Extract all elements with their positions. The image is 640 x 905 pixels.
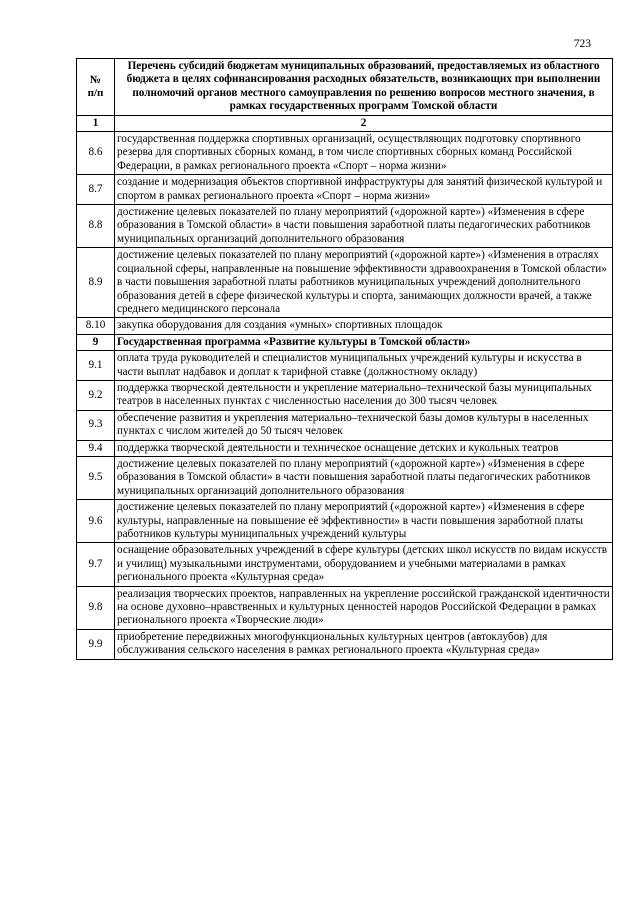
row-description: достижение целевых показателей по плану мероприятий («дорожной карте») «Изменения в сфере образования в Томской области» в части повышения заработной платы педагогических работников муниципальных организаций дополнительного образования: [115, 205, 613, 248]
row-number: 9.2: [77, 380, 115, 410]
row-description: оснащение образовательных учреждений в сфере культуры (детских школ искусств по видам искусств и училищ) музыкальными инструментами, оборудованием и учебными материалами в рамках регионального проекта «Культурная среда»: [115, 543, 613, 586]
row-description: поддержка творческой деятельности и техническое оснащение детских и кукольных театров: [115, 440, 613, 456]
column-number-row: [77, 115, 613, 131]
row-number: 9.3: [77, 410, 115, 440]
row-description: обеспечение развития и укрепления материально–технической базы домов культуры в населенных пунктах с числом жителей до 50 тысяч человек: [115, 410, 613, 440]
column-number-2: 2: [115, 115, 613, 131]
row-description: поддержка творческой деятельности и укрепление материально–технической базы муниципальных театров в населенных пунктах с численностью населения до 300 тысяч человек: [115, 380, 613, 410]
row-description: Государственная программа «Развитие культуры в Томской области»: [115, 334, 613, 350]
row-number: 9.1: [77, 351, 115, 381]
header-num-label: [77, 59, 115, 116]
table-row: [77, 318, 613, 334]
table-row: [77, 456, 613, 499]
table-row: [77, 586, 613, 629]
table-row: [77, 205, 613, 248]
row-description: достижение целевых показателей по плану мероприятий («дорожной карте») «Изменения в отраслях социальной сферы, направленные на повышение эффективности здравоохранения в Томской области» в части повышения заработной платы работников муниципальных учреждений дополнительного образования детей в сфере физической культуры и спорта, занимающих должности врачей, а также среднего медицинского персонала: [115, 248, 613, 318]
table-row: [77, 410, 613, 440]
subsidy-table: [76, 58, 613, 660]
row-number: 9: [77, 334, 115, 350]
table-row: [77, 248, 613, 318]
row-number: 9.9: [77, 629, 115, 659]
header-num-pp: п/п: [87, 86, 104, 99]
row-number: 8.10: [77, 318, 115, 334]
table-row: [77, 351, 613, 381]
page-number: 723: [573, 38, 591, 50]
program-row: [77, 334, 613, 350]
table-row: [77, 132, 613, 175]
row-number: 9.5: [77, 456, 115, 499]
table-row: [77, 500, 613, 543]
table-row: [77, 175, 613, 205]
row-description: государственная поддержка спортивных организаций, осуществляющих подготовку спортивного резерва для спортивных сборных команд, в том числе спортивных сборных команд Российской Федерации, в рамках регионального проекта «Спорт – норма жизни»: [115, 132, 613, 175]
row-description: достижение целевых показателей по плану мероприятий («дорожной карте») «Изменения в сфере культуры, направленные на повышение её эффективности» в части повышения заработной платы работников культуры муниципальных учреждений культуры: [115, 500, 613, 543]
row-description: оплата труда руководителей и специалистов муниципальных учреждений культуры и искусства в части выплат надбавок и доплат к тарифной ставке (должностному окладу): [115, 351, 613, 381]
table-body: [77, 115, 613, 659]
row-description: приобретение передвижных многофункциональных культурных центров (автоклубов) для обслуживания сельского населения в рамках регионального проекта «Культурная среда»: [115, 629, 613, 659]
table-header-row: [77, 59, 613, 116]
row-number: 9.6: [77, 500, 115, 543]
header-title: Перечень субсидий бюджетам муниципальных образований, предоставляемых из областного бюджета в целях софинансирования расходных обязательств, возникающих при выполнении полномочий органов местного самоуправления по решению вопросов местного значения, в рамках государственных программ Томской области: [115, 59, 613, 116]
row-number: 9.8: [77, 586, 115, 629]
table-row: [77, 440, 613, 456]
row-description: достижение целевых показателей по плану мероприятий («дорожной карте») «Изменения в сфере образования в Томской области» в части повышения заработной платы педагогических работников муниципальных организаций дополнительного образования: [115, 456, 613, 499]
row-number: 8.9: [77, 248, 115, 318]
row-number: 8.6: [77, 132, 115, 175]
row-number: 8.7: [77, 175, 115, 205]
column-number-1: 1: [77, 115, 115, 131]
table-row: [77, 543, 613, 586]
row-number: 9.7: [77, 543, 115, 586]
row-number: 9.4: [77, 440, 115, 456]
row-description: реализация творческих проектов, направленных на укрепление российской гражданской идентичности на основе духовно–нравственных и культурных ценностей народов Российской Федерации в рамках регионального проекта «Творческие люди»: [115, 586, 613, 629]
table-row: [77, 629, 613, 659]
row-description: создание и модернизация объектов спортивной инфраструктуры для занятий физической культурой и спортом в рамках регионального проекта «Спорт – норма жизни»: [115, 175, 613, 205]
table-row: [77, 380, 613, 410]
row-number: 8.8: [77, 205, 115, 248]
row-description: закупка оборудования для создания «умных» спортивных площадок: [115, 318, 613, 334]
header-num-symbol: №: [89, 73, 102, 86]
